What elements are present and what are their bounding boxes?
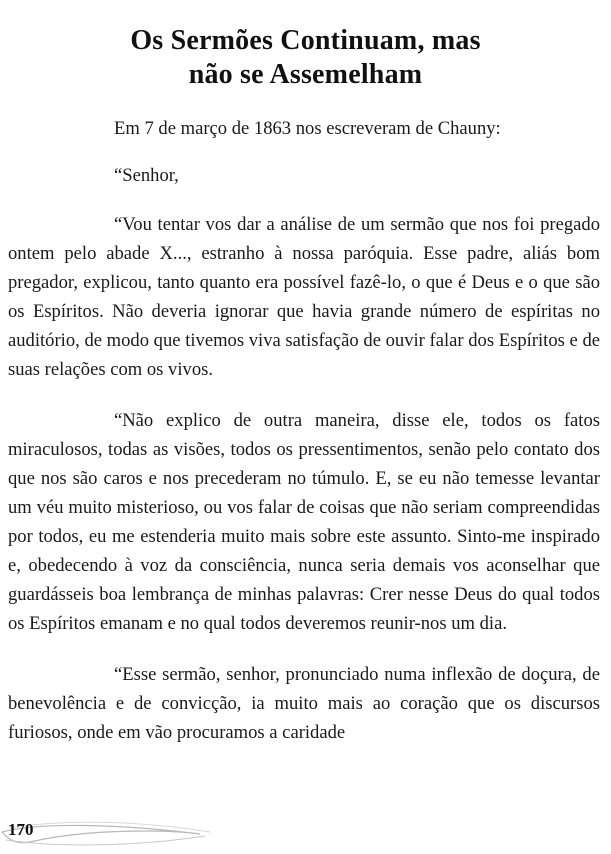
paragraph: “Vou tentar vos dar a análise de um sermão que nos foi pregado ontem pelo abade X..., estranho à nossa paróquia. Esse padre, aliás bom pregador, explicou, tanto quanto era possível fazê-lo, o que é Deus e o que são os Espíritos. Não deveria ignorar que havia grande número de espíritas no auditório, de modo que tivemos viva satisfação de ouvir falar dos Espíritos e de suas relações com os vivos. <box>8 214 600 380</box>
title-line-1: Os Sermões Continuam, mas <box>130 25 481 56</box>
swoosh-ornament-icon <box>0 812 240 854</box>
page-footer <box>0 812 611 854</box>
page-title <box>0 24 611 92</box>
body-text <box>8 114 600 769</box>
title-line-2: não se Assemelham <box>188 59 423 90</box>
page-number: 170 <box>8 820 34 839</box>
paragraph-intro: Em 7 de março de 1863 nos escreveram de Chauny: <box>114 118 501 139</box>
paragraph: “Esse sermão, senhor, pronunciado numa inflexão de doçura, de benevolência e de convicção, ia muito mais ao coração que os discursos furiosos, onde em vão procuramos a caridade <box>8 664 600 743</box>
paragraph-salutation: “Senhor, <box>114 165 179 186</box>
paragraph: “Não explico de outra maneira, disse ele, todos os fatos miraculosos, todas as visões, todos os pressentimentos, senão pelo contato dos que nos são caros e nos precederam no túmulo. E, se eu não temesse levantar um véu muito misterioso, ou vos falar de coisas que não seriam compreendidas por todos, eu me estenderia muito mais sobre este assunto. Sinto-me inspirado e, obedecendo à voz da consciência, nunca seria demais vos aconselhar que guardásseis boa lembrança de minhas palavras: Crer nesse Deus do qual todos os Espíritos emanam e no qual todos deveremos reunir-nos um dia. <box>8 410 600 634</box>
